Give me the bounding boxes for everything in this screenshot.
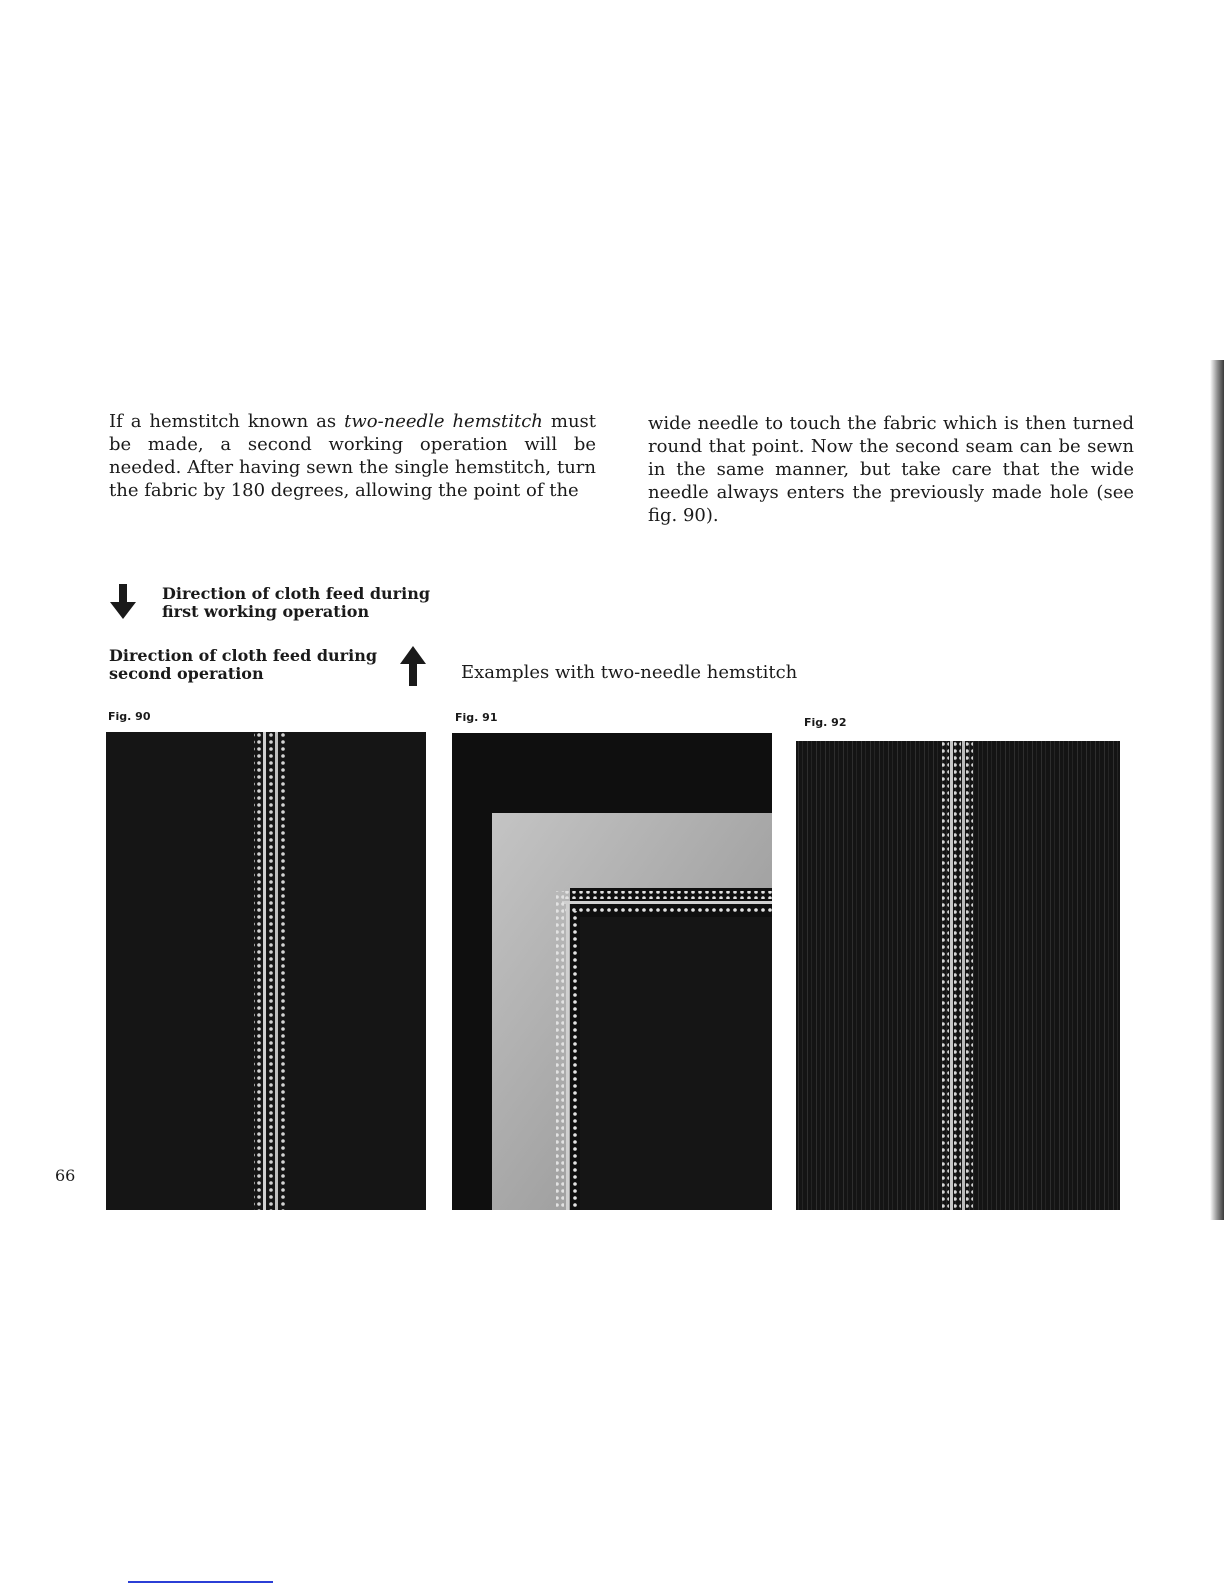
figure-photo-91 xyxy=(452,733,772,1210)
legend-first-line1: Direction of cloth feed during xyxy=(162,584,431,603)
figure-label-91: Fig. 91 xyxy=(455,711,498,724)
term-two-needle-hemstitch: two-needle hemstitch xyxy=(344,411,543,432)
legend-first-line2: first working operation xyxy=(162,602,370,621)
legend-second-line2: second operation xyxy=(109,664,264,683)
figure-label-90: Fig. 90 xyxy=(108,710,151,723)
examples-caption: Examples with two-needle hemstitch xyxy=(461,662,798,683)
legend-second-line1: Direction of cloth feed during xyxy=(109,646,378,665)
paragraph-left-end: must be made, a second working operation will be needed. After having sewn the single hemstitch, turn the fabric by 180 degrees, allowing the point of the xyxy=(109,411,597,501)
paragraph-right: wide needle to touch the fabric which is then turned round that point. Now the second seam can be sewn in the same manner, but take care that the wide needle always enters the previously made hole (see fig. 90). xyxy=(648,413,1134,526)
paragraph-left-start: If a hemstitch known as xyxy=(109,411,345,432)
paragraph-left xyxy=(109,410,596,502)
figure-label-92: Fig. 92 xyxy=(804,716,847,729)
figure-photo-92 xyxy=(796,741,1120,1210)
arrow-up-icon xyxy=(398,646,428,686)
figure-photo-90 xyxy=(106,732,426,1210)
scan-edge-shadow xyxy=(1210,360,1224,1220)
footer-rule xyxy=(128,1581,273,1583)
arrow-down-icon xyxy=(108,584,138,620)
page-number: 66 xyxy=(55,1166,76,1185)
